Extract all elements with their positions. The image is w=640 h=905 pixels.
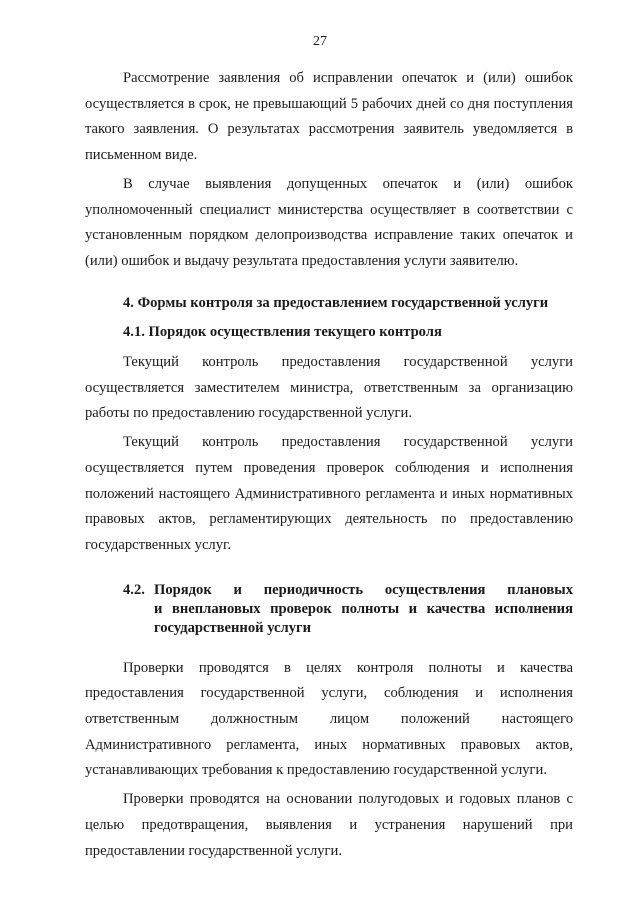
section-4-heading: 4. Формы контроля за предоставлением государственной услуги bbox=[123, 294, 549, 311]
paragraph-current-control-1: Текущий контроль предоставления государственной услуги осуществляется заместителем министра, ответственным за организацию работы по предоставлению государственной услуги. bbox=[85, 354, 573, 422]
section-4-1-heading: 4.1. Порядок осуществления текущего контроля bbox=[123, 324, 442, 341]
section-4-2-title-line-1: Порядок и периодичность осуществления плановых bbox=[154, 581, 573, 598]
section-4-2-heading bbox=[85, 581, 573, 638]
section-4-2-title-line-3: государственной услуги bbox=[154, 619, 312, 636]
paragraph-inspections-plans: Проверки проводятся на основании полугодовых и годовых планов с целью предотвращения, выявления и устранения нарушений при предоставлении государственной услуги. bbox=[85, 791, 573, 859]
paragraph-current-control-2: Текущий контроль предоставления государственной услуги осуществляется путем проведения проверок соблюдения и исполнения положений настоящего Административного регламента и иных нормативных правовых актов, регламентирующих деятельность по предоставлению государственных услуг. bbox=[85, 434, 573, 553]
document-body bbox=[85, 66, 573, 864]
page-number: 27 bbox=[313, 34, 327, 49]
section-4-2-title-line-2: и внеплановых проверок полноты и качества исполнения bbox=[154, 600, 573, 617]
section-4-2-title bbox=[154, 581, 573, 638]
paragraph-inspections-purpose: Проверки проводятся в целях контроля полноты и качества предоставления государственной услуги, соблюдения и исполнения ответственным должностным лицом положений настоящего Административного регламента, иных нормативных правовых актов, устанавливающих требования к предоставлению государственной услуги. bbox=[85, 659, 573, 779]
section-4-2-number: 4.2. bbox=[123, 581, 145, 598]
paragraph-correction-review: Рассмотрение заявления об исправлении опечаток и (или) ошибок осуществляется в срок, не превышающий 5 рабочих дней со дня поступления такого заявления. О результатах рассмотрения заявитель уведомляется в письменном виде. bbox=[85, 70, 573, 164]
paragraph-correction-errors: В случае выявления допущенных опечаток и (или) ошибок уполномоченный специалист министерства осуществляет в соответствии с установленным порядком делопроизводства исправление таких опечаток и (или) ошибок и выдачу результата предоставления услуги заявителю. bbox=[85, 175, 573, 269]
